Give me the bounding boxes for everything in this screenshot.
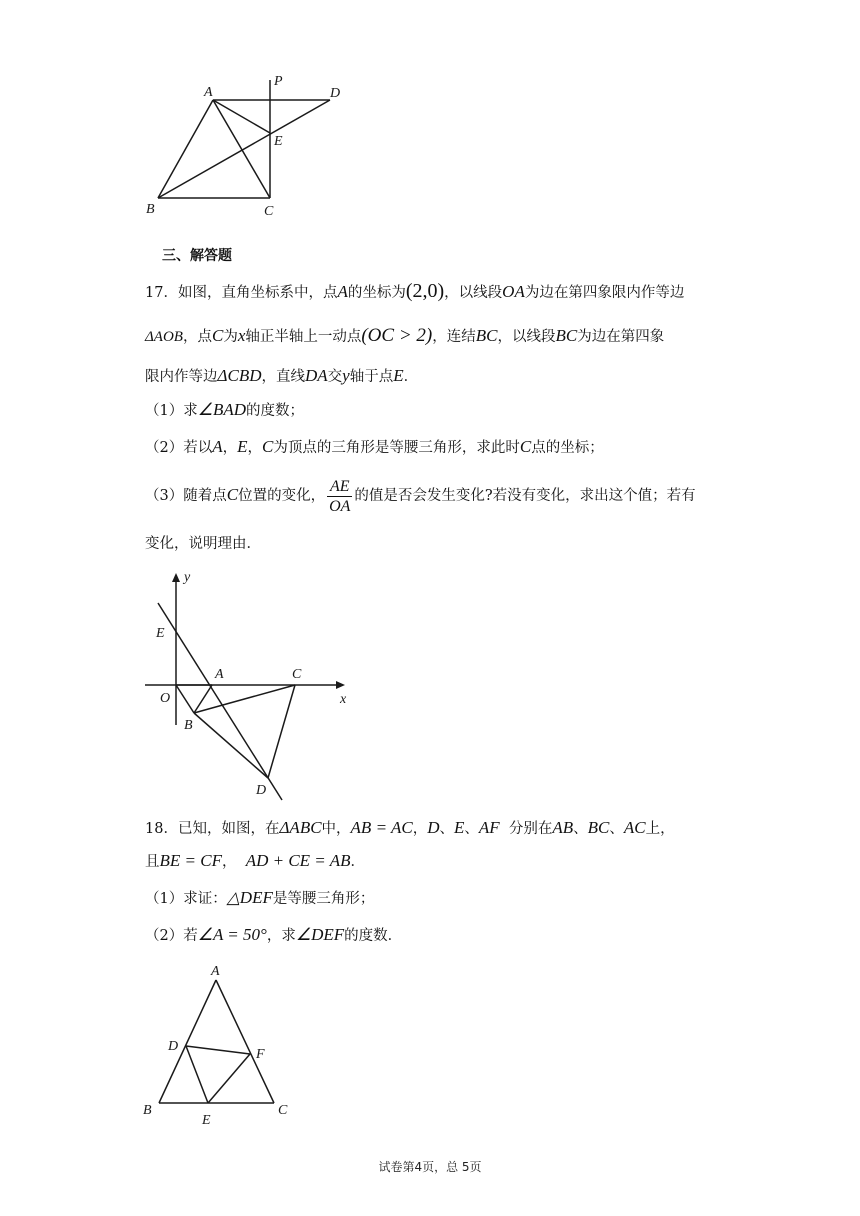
text: 中， xyxy=(321,821,351,837)
text: 的度数． xyxy=(344,928,403,944)
label-d: D xyxy=(168,1039,179,1054)
text: （3）随着点 xyxy=(145,488,227,504)
math: AB xyxy=(552,818,574,837)
text: ，连结 xyxy=(432,329,476,345)
math: E xyxy=(393,366,404,385)
math: C xyxy=(262,437,274,456)
text: 点的坐标； xyxy=(531,440,604,456)
text: ， xyxy=(222,440,238,456)
text: 交 xyxy=(327,369,343,385)
text: ， xyxy=(412,821,428,837)
math: (2,0) xyxy=(405,280,445,302)
q17-part-3 xyxy=(145,473,696,518)
q18-part-2 xyxy=(145,925,402,946)
text: 的值是否会发生变化?若没有变化，求出这个值；若有 xyxy=(354,488,696,504)
fraction-ae-oa xyxy=(327,477,352,516)
text: （1）求 xyxy=(145,403,198,419)
q17-part-1 xyxy=(145,400,304,421)
figure-triangle-svg xyxy=(140,958,300,1128)
q18-line-2 xyxy=(145,851,365,872)
math: AF xyxy=(478,818,500,837)
text: 、 xyxy=(609,821,624,837)
text: ，以线段 xyxy=(497,329,556,345)
figure-triangle xyxy=(140,958,300,1128)
x-axis-arrow xyxy=(336,681,345,689)
label-c: C xyxy=(264,204,274,219)
label-e: E xyxy=(274,134,283,149)
math: DA xyxy=(304,366,328,385)
text: ，以线段 xyxy=(444,285,503,301)
q18-part-1 xyxy=(145,888,374,909)
label-e: E xyxy=(202,1113,211,1128)
text: 上， xyxy=(645,821,675,837)
segment-df xyxy=(186,1046,250,1054)
label-d: D xyxy=(330,86,341,101)
text: ， xyxy=(247,440,263,456)
label-a: A xyxy=(215,667,224,682)
math: AC xyxy=(623,818,646,837)
q17-part-2 xyxy=(145,437,604,458)
text: 17．如图，直角坐标系中，点 xyxy=(145,285,338,301)
q18-line-1 xyxy=(145,818,675,839)
segment-ob xyxy=(176,685,194,713)
text: （2）若以 xyxy=(145,440,213,456)
math: (OC > 2) xyxy=(361,325,433,346)
text: ． xyxy=(350,854,365,870)
q17-part-3-continued: 变化，说明理由． xyxy=(145,536,261,552)
math: OA xyxy=(502,282,525,301)
math: BE = CF xyxy=(159,851,222,870)
text: 的度数； xyxy=(246,403,305,419)
math: ∠BAD xyxy=(197,400,247,419)
text: 为边在第四象 xyxy=(577,329,665,345)
text: 轴正半轴上一动点 xyxy=(245,329,362,345)
text: ． xyxy=(403,369,419,385)
page-footer: 试卷第4页，总 5页 xyxy=(378,1160,482,1174)
label-e: E xyxy=(156,626,165,641)
segment-ae xyxy=(213,100,270,133)
text: 分别在 xyxy=(499,821,553,837)
text: 、 xyxy=(439,821,454,837)
math: x xyxy=(237,326,246,345)
label-a: A xyxy=(204,85,213,100)
figure-coordinate xyxy=(140,565,370,805)
fraction-denominator: OA xyxy=(329,497,351,515)
figure-parallelogram-svg xyxy=(140,68,360,228)
text: 18．已知，如图，在 xyxy=(145,821,280,837)
text: 为边在第四象限内作等边 xyxy=(524,285,685,301)
segment-cd xyxy=(268,685,295,778)
math: △DEF xyxy=(226,888,273,907)
math: E xyxy=(453,818,465,837)
text: 为 xyxy=(223,329,238,345)
figure-parallelogram xyxy=(140,68,360,228)
text: ，直线 xyxy=(261,369,305,385)
segment-ac xyxy=(213,100,270,198)
text: 的坐标为 xyxy=(347,285,406,301)
q17-line-2 xyxy=(145,326,664,347)
q17-line-1 xyxy=(145,281,684,303)
math: AD + CE = AB xyxy=(245,851,351,870)
segment-ef xyxy=(208,1054,250,1103)
math: A xyxy=(337,282,348,301)
segment-bd xyxy=(194,713,268,778)
label-f: F xyxy=(256,1047,265,1062)
section-title: 三、解答题 xyxy=(162,248,232,264)
label-c: C xyxy=(292,667,302,682)
label-c: C xyxy=(278,1103,288,1118)
math: C xyxy=(211,326,224,345)
fraction-numerator: AE xyxy=(327,477,352,497)
math: BC xyxy=(587,818,610,837)
q17-line-3 xyxy=(145,366,418,387)
label-y: y xyxy=(184,570,191,585)
label-x: x xyxy=(340,692,347,707)
label-d: D xyxy=(256,783,267,798)
text: ，点 xyxy=(182,329,212,345)
math: A xyxy=(212,437,223,456)
text: 轴于点 xyxy=(349,369,394,385)
text: 位置的变化， xyxy=(238,488,326,504)
text: ，求 xyxy=(266,928,296,944)
label-b: B xyxy=(184,718,193,733)
text: （2）若 xyxy=(145,928,198,944)
math: BC xyxy=(555,326,578,345)
text: （1）求证： xyxy=(145,891,227,907)
math: ΔAOB xyxy=(145,329,183,345)
math: ∠A = 50° xyxy=(197,925,267,944)
math: ∠DEF xyxy=(295,925,345,944)
text: 、 xyxy=(573,821,588,837)
label-a: A xyxy=(211,964,220,979)
math: ΔCBD xyxy=(217,366,262,385)
text: 限内作等边 xyxy=(145,369,218,385)
math: ΔABC xyxy=(279,818,322,837)
label-o: O xyxy=(160,691,171,706)
math: BC xyxy=(475,326,498,345)
math: AB = AC xyxy=(350,818,413,837)
segment-ab xyxy=(158,100,213,198)
text: 、 xyxy=(464,821,479,837)
math: D xyxy=(427,818,440,837)
text: 是等腰三角形； xyxy=(272,891,375,907)
math: C xyxy=(226,485,239,504)
text: 为顶点的三角形是等腰三角形，求此时 xyxy=(273,440,520,456)
math: C xyxy=(519,437,532,456)
label-b: B xyxy=(143,1103,152,1118)
label-b: B xyxy=(146,202,155,217)
segment-de xyxy=(186,1046,208,1103)
text: ， xyxy=(221,854,246,870)
figure-coordinate-svg xyxy=(140,565,370,805)
math: E xyxy=(237,437,248,456)
y-axis-arrow xyxy=(172,573,180,582)
label-p: P xyxy=(274,74,283,89)
segment-bd xyxy=(158,100,330,198)
math: y xyxy=(342,366,350,385)
text: 且 xyxy=(145,854,160,870)
